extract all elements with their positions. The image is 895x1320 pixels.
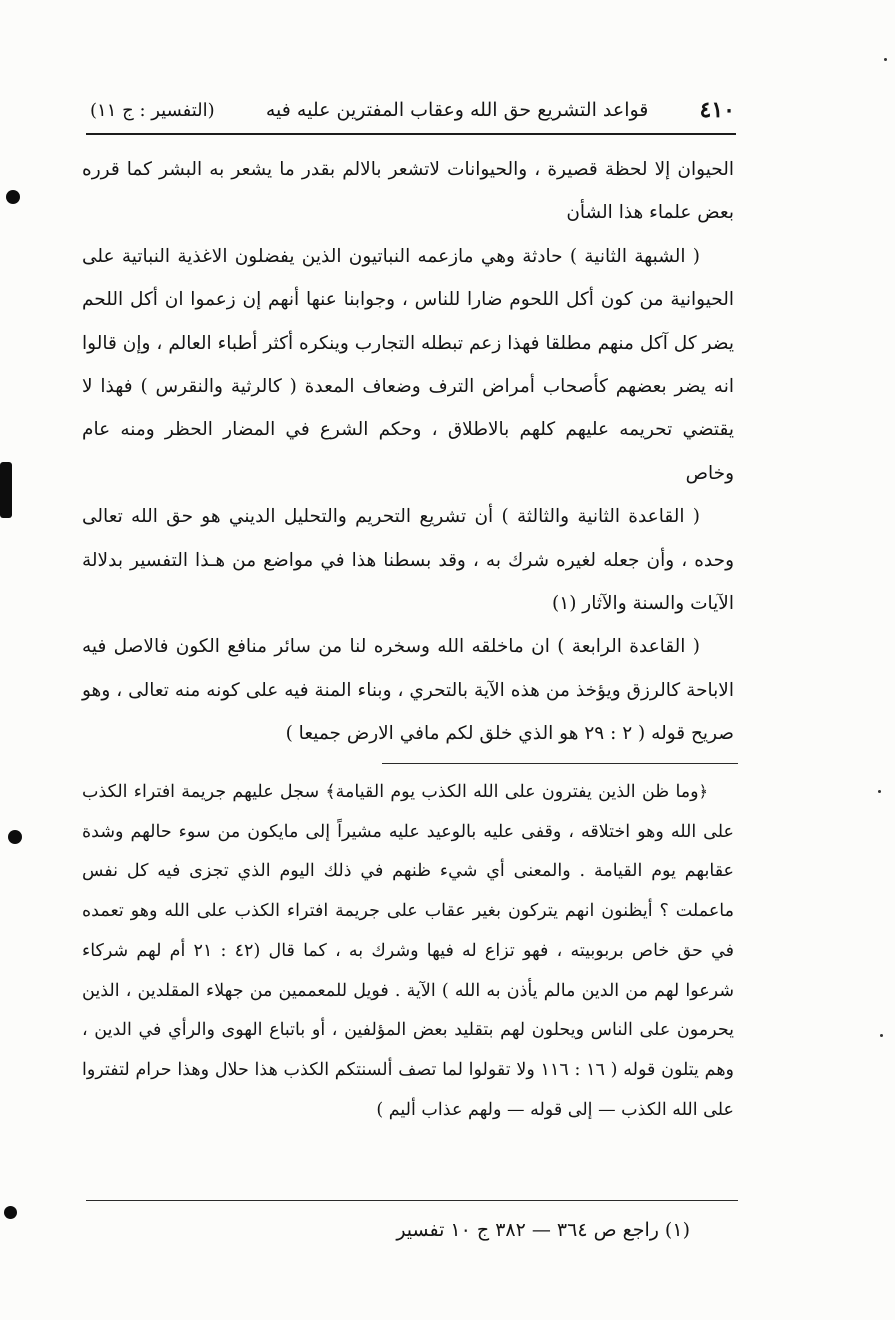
header-rule: [86, 133, 736, 135]
scan-speck: [884, 58, 887, 61]
scan-blot: [8, 830, 22, 844]
commentary-separator: [382, 763, 738, 764]
commentary-block: [82, 772, 734, 1130]
paragraph-rule-four: ( القاعدة الرابعة ) ان ماخلقه الله وسخره لنا من سائر منافع الكون فالاصل فيه الاباحة كالرزق ويؤخذ من هذه الآية بالتحري ، وبناء المنة فيه على كونه منه تعالى ، وهو صريح قوله ( ٢ : ٢٩ هو الذي خلق لكم مافي الارض جميعا ): [82, 636, 734, 745]
scan-blot: [6, 190, 20, 204]
running-reference: (التفسير : ج ١١): [90, 99, 215, 121]
scan-speck: [878, 790, 881, 793]
commentary-text: وما ظن الذين يفترون على الله الكذب يوم القيامة﴾ سجل عليهم جريمة افتراء الكذب على الله وهو اختلاقه ، وقفى عليه بالوعيد عليه مشيراً إلى مايكون من سوء حالهم وشدة عقابهم يوم القيامة . والمعنى أي شيء ظنهم في ذلك اليوم الذي تجزى فيه كل نفس ماعملت ؟ أيظنون انهم يتركون بغير عقاب على جريمة افتراء الكذب على الله وهو تعمده في حق خاص بربوبيته ، فهو تزاع له فيها وشرك به ، كما قال (٤٢ : ٢١ أم لهم شركاء شرعوا لهم من الدين مالم يأذن به الله ) الآية . فويل للمعممين من جهلاء المقلدين ، الذين يحرمون على الناس ويحلون لهم بتقليد بعض المؤلفين ، أو باتباع الهوى والرأي في الدين ، وهم يتلون قوله ( ١٦ : ١١٦ ولا تقولوا لما تصف ألسنتكم الكذب هذا حلال وهذا حرام لتفتروا على الله الكذب — إلى قوله — ولهم عذاب أليم ): [82, 782, 734, 1120]
running-title: قواعد التشريع حق الله وعقاب المفترين عليه فيه: [265, 99, 649, 121]
verse-bracket-ornament: ﴿: [698, 782, 708, 801]
paragraph-continuation: الحيوان إلا لحظة قصيرة ، والحيوانات لاتشعر بالالم بقدر ما يشعر به البشر كما قرره بعض علماء هذا الشأن: [82, 159, 734, 224]
page-number: ٤١٠: [699, 97, 735, 123]
scan-speck: [880, 1034, 883, 1037]
scan-blot: [0, 462, 12, 518]
main-text-block: [82, 148, 734, 756]
page-header: [90, 92, 735, 128]
footnote-separator: [86, 1200, 738, 1201]
paragraph-second-doubt: ( الشبهة الثانية ) حادثة وهي مازعمه النباتيون الذين يفضلون الاغذية النباتية على الحيوانية من كون أكل اللحوم ضارا للناس ، وجوابنا عنها أنهم إن زعموا ان أكل اللحم يضر كل آكل منهم مطلقا فهذا زعم تبطله التجارب وينكره أكثر أطباء العالم ، وإن قالوا انه يضر بعضهم كأصحاب أمراض الترف وضعاف المعدة ( كالرثية والنقرس ) فهذا لا يقتضي تحريمه عليهم كلهم بالاطلاق ، وحكم الشرع في المضار الحظر ومنه عام وخاص: [82, 245, 734, 484]
commentary-paragraph: [82, 772, 734, 1130]
scan-blot: [4, 1206, 17, 1219]
page-footnote: (١) راجع ص ٣٦٤ — ٣٨٢ ج ١٠ تفسير: [396, 1219, 690, 1241]
paragraph-rules-two-three: ( القاعدة الثانية والثالثة ) أن تشريع التحريم والتحليل الديني هو حق الله تعالى وحده ، وأن جعله لغيره شرك به ، وقد بسطنا هذا في مواضع من هـذا التفسير بدلالة الآيات والسنة والآثار (١): [82, 506, 734, 615]
